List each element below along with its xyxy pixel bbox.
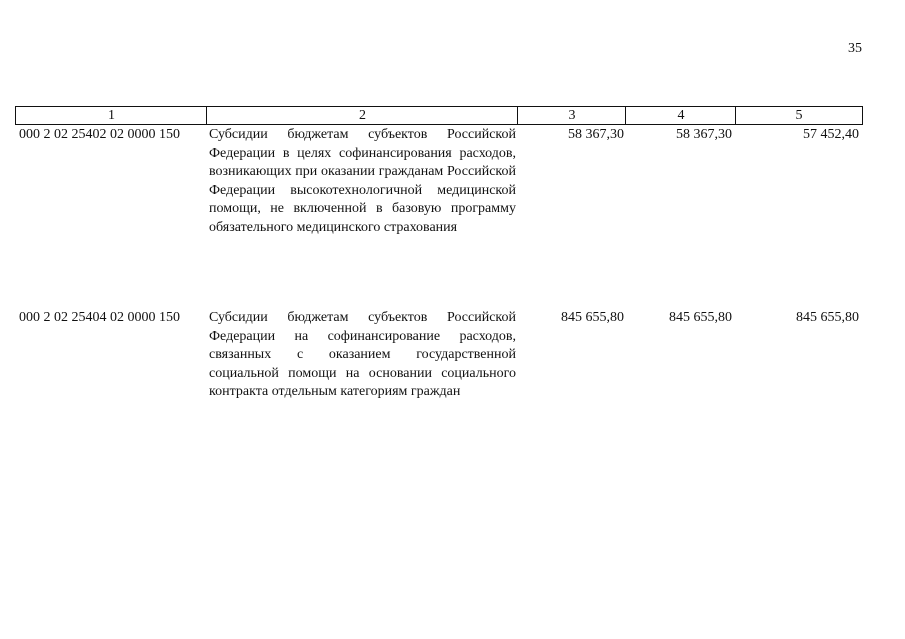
amount-col5-cell: 845 655,80 xyxy=(796,310,859,325)
amount-col4-cell: 845 655,80 xyxy=(669,310,732,325)
page-number: 35 xyxy=(848,41,862,56)
header-cell-3: 3 xyxy=(517,106,626,125)
amount-col4-cell: 58 367,30 xyxy=(676,127,732,142)
description-cell: Субсидии бюджетам субъектов Российской Федерации на софинансирование расходов, связанных с оказанием государственной социальной помощи на основании социального контракта отдельным категориям граждан xyxy=(209,310,516,400)
budget-code-cell: 000 2 02 25404 02 0000 150 xyxy=(19,310,180,325)
amount-col3-cell: 845 655,80 xyxy=(561,310,624,325)
table-row xyxy=(15,309,862,439)
amount-col3-cell: 58 367,30 xyxy=(568,127,624,142)
budget-table xyxy=(15,106,862,606)
description-cell: Субсидии бюджетам субъектов Российской Федерации в целях софинансирования расходов, возникающих при оказании гражданам Российской Федерации высокотехнологичной медицинской помощи, не включенной в базовую программу обязательного медицинского страхования xyxy=(209,127,516,235)
header-cell-5: 5 xyxy=(735,106,863,125)
header-cell-2: 2 xyxy=(206,106,518,125)
table-row xyxy=(15,126,862,296)
header-cell-1: 1 xyxy=(15,106,207,125)
budget-code-cell: 000 2 02 25402 02 0000 150 xyxy=(19,127,180,142)
table-header-row xyxy=(15,106,862,125)
header-cell-4: 4 xyxy=(625,106,736,125)
amount-col5-cell: 57 452,40 xyxy=(803,127,859,142)
